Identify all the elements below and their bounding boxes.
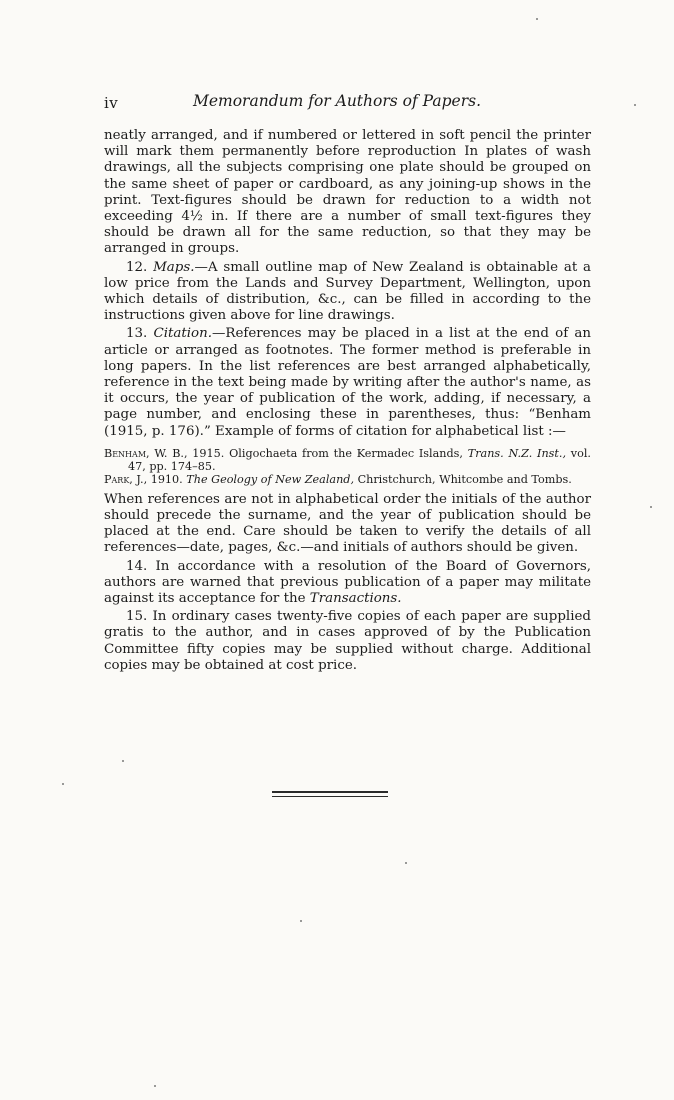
scan-speck [300,920,302,922]
running-title: Memorandum for Authors of Papers. [192,92,481,110]
ref1-details: vol. 47, pp. 174–85. [128,446,591,473]
p13-text: —References may be placed in a list at the end of an article or arranged as footnotes. The former method is preferable in long papers. In the list references are best arranged alphabetically, reference in the text being made by writing after the author's name, as it occurs, the year of publication of the work, adding, if necessary, a page number, and enclosing these in parentheses, thus: “Benham (1915, p. 176).” Example of forms of citation for alphabetical list :— [104,326,591,439]
ref1-author: Benham, W. B., 1915. [104,446,225,460]
reference-item [104,447,591,473]
ref1-title: Oligochaeta from the Kermadec Islands, [229,446,463,460]
ref1-journal: Trans. N.Z. Inst., [467,446,566,460]
scan-speck [634,104,636,106]
p12-number: 12. [126,259,148,275]
scan-speck [405,862,407,864]
paragraph-14 [104,559,591,608]
ref2-title: The Geology of New Zealand, [186,472,354,486]
paragraph-15 [104,609,591,674]
scan-speck [154,1085,156,1087]
p14-italic: Transactions. [309,591,402,607]
ref2-author: Park, J., 1910. [104,472,183,486]
scan-speck [62,783,64,785]
scan-speck [536,18,538,20]
p13-number: 13. [126,326,148,342]
p15-number: 15. [126,609,148,625]
p12-text: —A small outline map of New Zealand is obtainable at a low price from the Lands and Survey Department, Wellington, upon which details of distribution, &c., can be filled in according to the instructions given above for line drawings. [104,259,591,324]
scan-speck [122,760,124,762]
page-number: iv [104,94,119,112]
section-divider-bottom [272,796,388,797]
reference-examples [104,447,591,486]
paragraph-12 [104,260,591,325]
paragraph-13 [104,326,591,439]
paragraph-continuation: neatly arranged, and if numbered or lettered in soft pencil the printer will mark them permanently before reproduction In plates of wash drawings, all the subjects comprising one plate should be grouped on the same sheet of paper or cardboard, as any joining-up shows in the print. Text-figures should be drawn for reduction to a width not exceeding 4½ in. If there are a number of small text-figures they should be drawn all for the same reduction, so that they may be arranged in groups. [104,128,591,257]
body-text [104,128,591,674]
p12-heading: Maps. [153,259,195,275]
reference-item [104,473,591,486]
section-divider-top [272,791,388,793]
p13-heading: Citation. [153,326,212,342]
paragraph-13-after: When references are not in alphabetical order the initials of the author should precede the surname, and the year of publication should be placed at the end. Care should be taken to verify the details of all references—date, pages, &c.—and initials of authors should be given. [104,491,591,556]
p15-text: In ordinary cases twenty-five copies of each paper are supplied gratis to the author, and in cases approved of by the Publication Committee fifty copies may be supplied without charge. Additional copies may be obtained at cost price. [104,609,591,673]
p14-number: 14. [126,558,148,574]
scan-speck [650,506,652,508]
p14-text: In accordance with a resolution of the Board of Governors, authors are warned that previous publication of a paper may militate against its acceptance for the [104,558,591,607]
ref2-details: Christchurch, Whitcombe and Tombs. [357,472,572,486]
